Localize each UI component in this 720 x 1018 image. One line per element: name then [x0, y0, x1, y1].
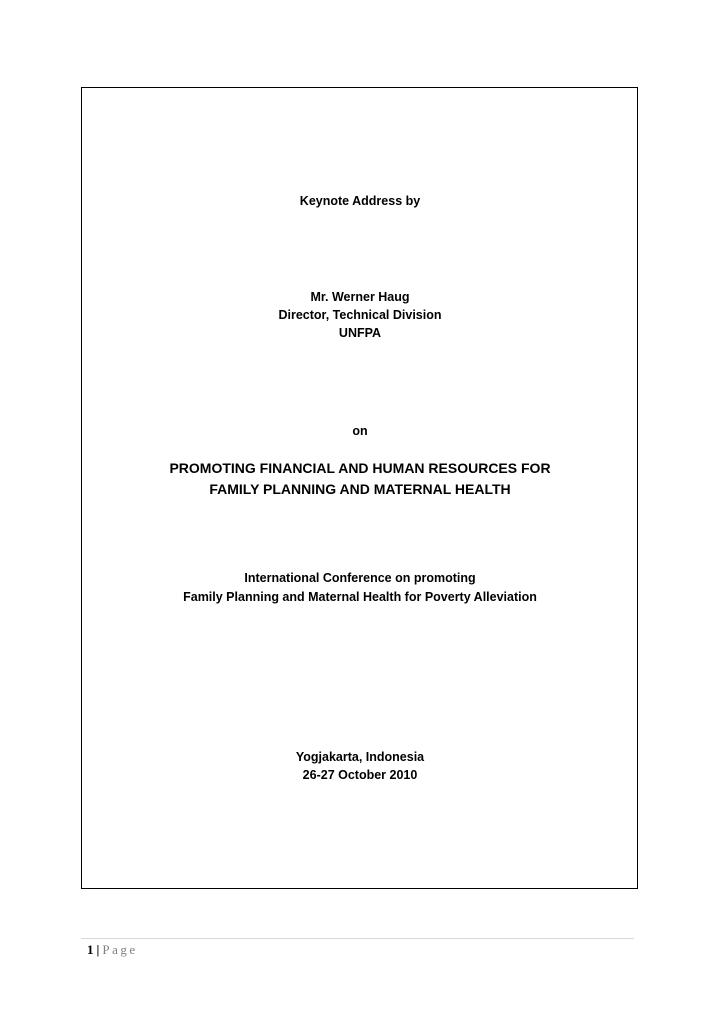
topic-line-1: PROMOTING FINANCIAL AND HUMAN RESOURCES FOR	[169, 460, 551, 476]
event-line-1: International Conference on promoting	[244, 571, 476, 585]
speaker-organization: UNFPA	[338, 326, 382, 340]
event-date: 26-27 October 2010	[302, 768, 418, 782]
event-line-2: Family Planning and Maternal Health for Poverty Alleviation	[183, 590, 537, 604]
topic-line-2: FAMILY PLANNING AND MATERNAL HEALTH	[209, 481, 511, 497]
on-label: on	[352, 424, 368, 438]
page-footer	[87, 941, 138, 959]
intro-text: Keynote Address by	[299, 194, 421, 208]
event-location: Yogjakarta, Indonesia	[295, 750, 425, 764]
page-number: 1	[87, 942, 94, 957]
footer-separator: |	[96, 942, 100, 957]
speaker-title: Director, Technical Division	[278, 308, 442, 322]
speaker-name: Mr. Werner Haug	[310, 290, 410, 304]
footer-divider	[81, 938, 634, 939]
page-label: Page	[102, 942, 138, 957]
